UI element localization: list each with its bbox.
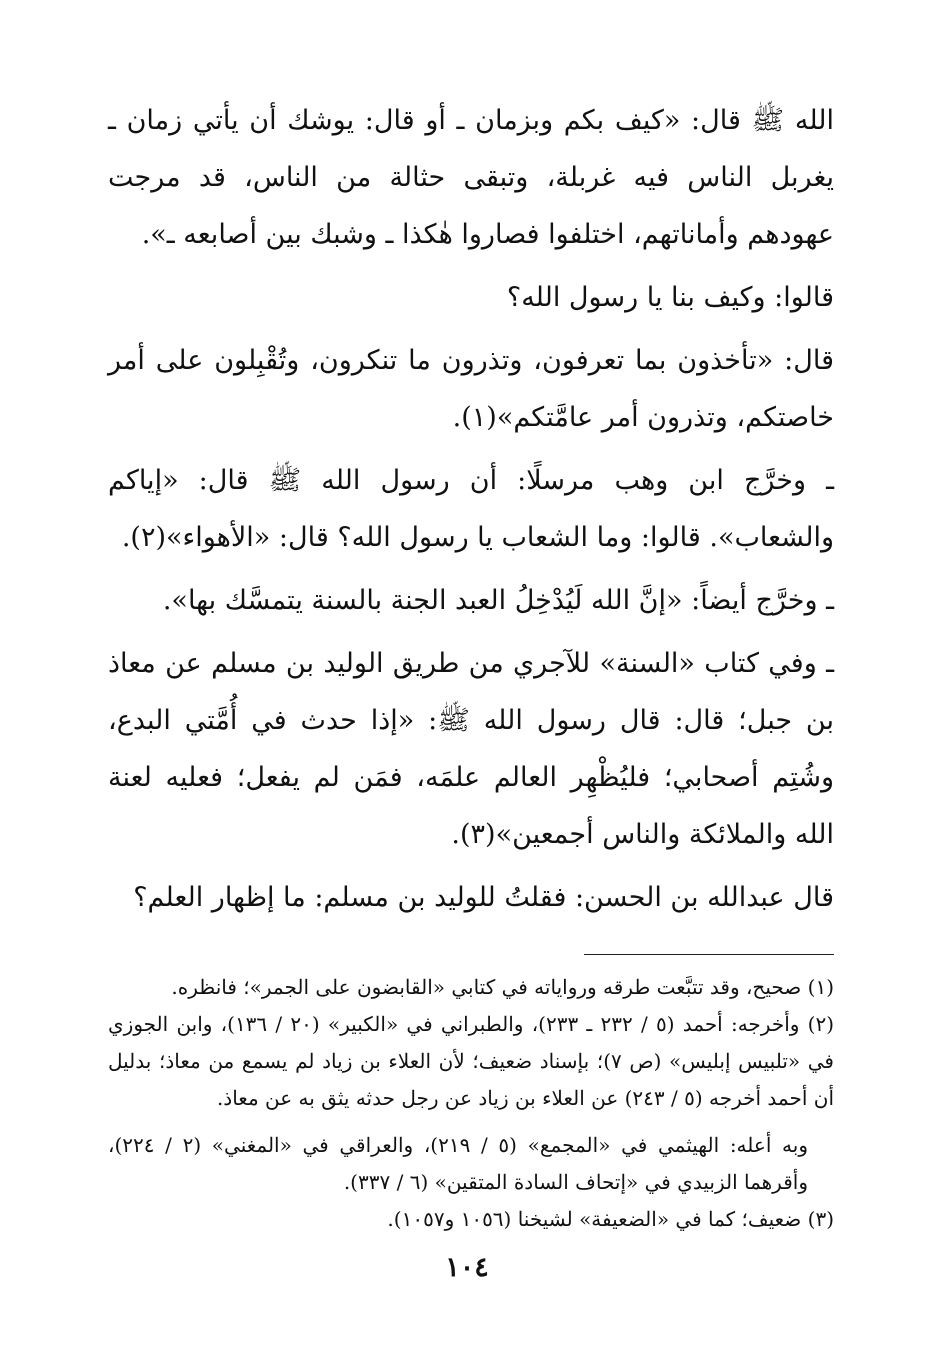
paragraph-5: ـ وخرَّج أيضاً: «إنَّ الله لَيُدْخِلُ العبد الجنة بالسنة يتمسَّك بها». xyxy=(162,585,834,616)
paragraph-2: قالوا: وكيف بنا يا رسول الله؟ xyxy=(506,282,834,313)
paragraph-1: الله ﷺ قال: «كيف بكم وبزمان ـ أو قال: يوشك أن يأتي زمان ـ يغربل الناس فيه غربلة، وتبقى حثالة من الناس، قد مرجت عهودهم وأماناتهم، اختلفوا فصاروا هٰكذا ـ وشبك بين أصابعه ـ». xyxy=(108,105,834,250)
paragraph-3: قال: «تأخذون بما تعرفون، وتذرون ما تنكرون، وتُقْبِلون على أمر خاصتكم، وتذرون أمر عامَّتكم»(١). xyxy=(108,345,834,433)
paragraph-4: ـ وخرَّج ابن وهب مرسلًا: أن رسول الله ﷺ قال: «إياكم والشعاب». قالوا: وما الشعاب يا رسول الله؟ قال: «الأهواء»(٢). xyxy=(108,465,834,553)
footnote-1: (١) صحيح، وقد تتبَّعت طرقه ورواياته في كتابي «القابضون على الجمر»؛ فانظره. xyxy=(171,975,834,999)
footnote-2: (٢) وأخرجه: أحمد (٥ / ٢٣٢ ـ ٢٣٣)، والطبراني في «الكبير» (٢٠ / ١٣٦)، وابن الجوزي في «تلبيس إبليس» (ص ٧)؛ بإسناد ضعيف؛ لأن العلاء بن زياد لم يسمع من معاذ؛ بدليل أن أحمد أخرجه (٥ / ٢٤٣) عن العلاء بن زياد عن رجل حدثه يثق به عن معاذ. xyxy=(108,1012,835,1110)
paragraph-7: قال عبدالله بن الحسن: فقلتُ للوليد بن مسلم: ما إظهار العلم؟ xyxy=(133,882,834,913)
paragraph-6: ـ وفي كتاب «السنة» للآجري من طريق الوليد بن مسلم عن معاذ بن جبل؛ قال: قال رسول الله ﷺ: «إذا حدث في أُمَّتي البدع، وشُتِم أصحابي؛ فليُظْهِر العالم علمَه، فمَن لم يفعل؛ فعليه لعنة الله والملائكة والناس أجمعين»(٣). xyxy=(108,648,834,850)
main-text xyxy=(108,92,834,926)
page-number: ١٠٤ xyxy=(445,1252,489,1283)
footnotes xyxy=(108,969,834,1238)
footnote-3: (٣) ضعيف؛ كما في «الضعيفة» لشيخنا (١٠٥٦ و١٠٥٧). xyxy=(387,1207,834,1231)
footnote-separator xyxy=(584,954,834,955)
footnote-2-continuation: وبه أعله: الهيثمي في «المجمع» (٥ / ٢١٩)، والعراقي في «المغني» (٢ / ٢٢٤)، وأقرهما الزبيدي في «إتحاف السادة المتقين» (٦ / ٣٣٧). xyxy=(108,1133,809,1194)
book-page xyxy=(108,92,834,1305)
